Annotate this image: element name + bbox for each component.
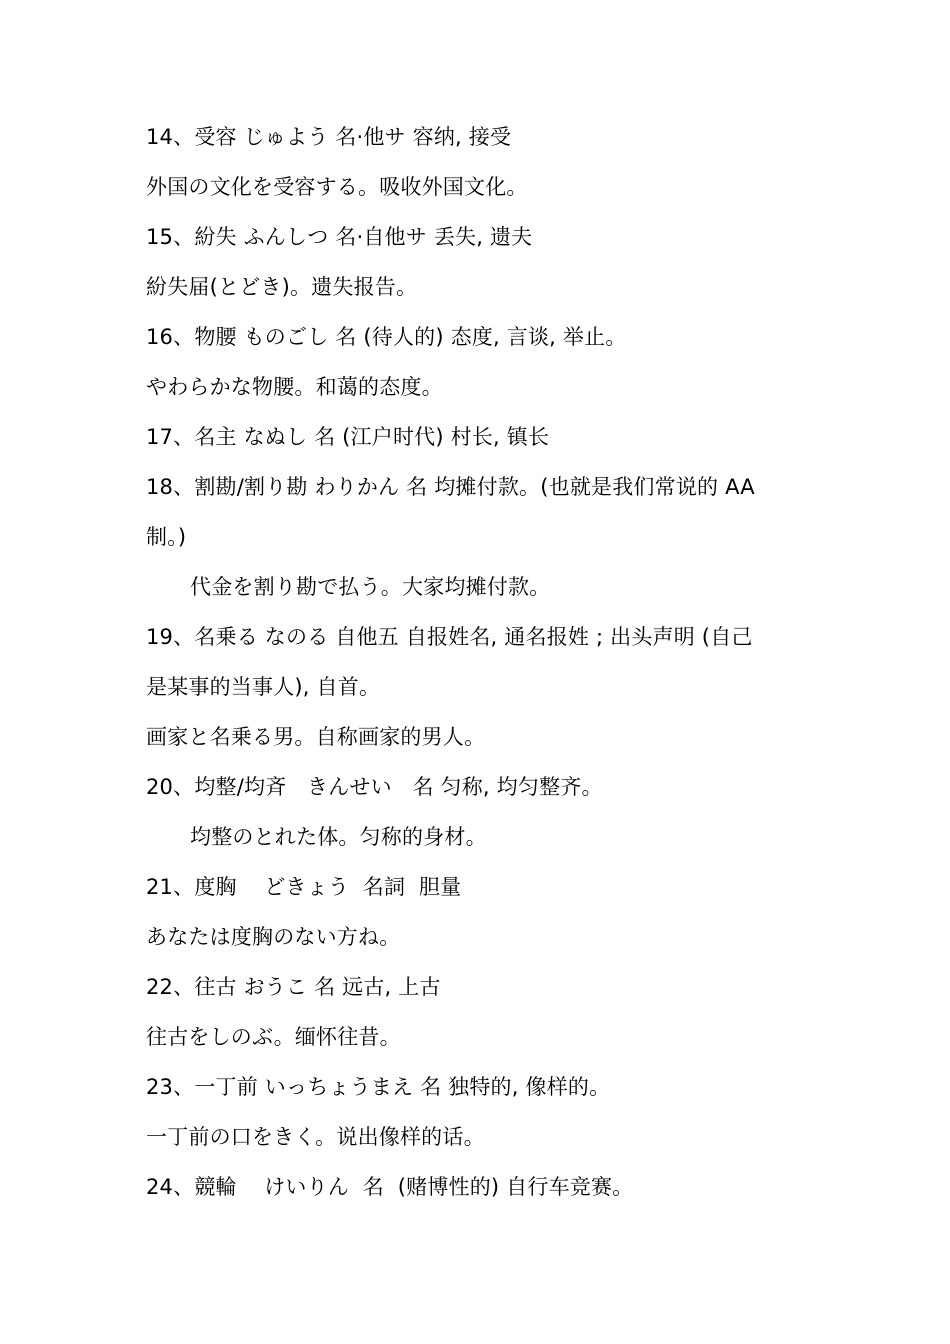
- entry-19-heading: 19、名乗る なのる 自他五 自报姓名, 通名报姓 ; 出头声明 (自己: [146, 625, 753, 649]
- entry-16-example: やわらかな物腰。和蔼的态度。: [146, 375, 443, 399]
- entry-16-heading: 16、物腰 ものごし 名 (待人的) 态度, 言谈, 举止。: [146, 325, 627, 349]
- entry-14-heading: 14、受容 じゅよう 名·他サ 容纳, 接受: [146, 125, 512, 149]
- entry-20-example: 均整のとれた体。匀称的身材。: [190, 825, 487, 849]
- entry-18-heading: 18、割勘/割り勘 わりかん 名 均摊付款。(也就是我们常说的 AA: [146, 475, 755, 499]
- entry-20-heading: 20、均整/均斉 きんせい 名 匀称, 均匀整齐。: [146, 775, 603, 799]
- entry-24-heading: 24、競輪 けいりん 名 (赌博性的) 自行车竞赛。: [146, 1175, 634, 1199]
- entry-14-example: 外国の文化を受容する。吸收外国文化。: [146, 175, 528, 199]
- entry-15-example: 紛失届(とどき)。遗失报告。: [146, 275, 418, 299]
- entry-18-heading-continued: 制。): [146, 525, 187, 549]
- entry-22-example: 往古をしのぶ。缅怀往昔。: [146, 1025, 401, 1049]
- entry-23-heading: 23、一丁前 いっちょうまえ 名 独特的, 像样的。: [146, 1075, 611, 1099]
- entry-18-example: 代金を割り勘で払う。大家均摊付款。: [190, 575, 551, 599]
- entry-17-heading: 17、名主 なぬし 名 (江户时代) 村长, 镇长: [146, 425, 550, 449]
- entry-19-example: 画家と名乗る男。自称画家的男人。: [146, 725, 486, 749]
- entry-19-heading-continued: 是某事的当事人), 自首。: [146, 675, 381, 699]
- entry-21-example: あなたは度胸のない方ね。: [146, 925, 401, 949]
- entry-15-heading: 15、紛失 ふんしつ 名·自他サ 丢失, 遗夫: [146, 225, 533, 249]
- entry-21-heading: 21、度胸 どきょう 名詞 胆量: [146, 875, 462, 899]
- entry-23-example: 一丁前の口をきく。说出像样的话。: [146, 1125, 485, 1149]
- entry-22-heading: 22、往古 おうこ 名 远古, 上古: [146, 975, 441, 999]
